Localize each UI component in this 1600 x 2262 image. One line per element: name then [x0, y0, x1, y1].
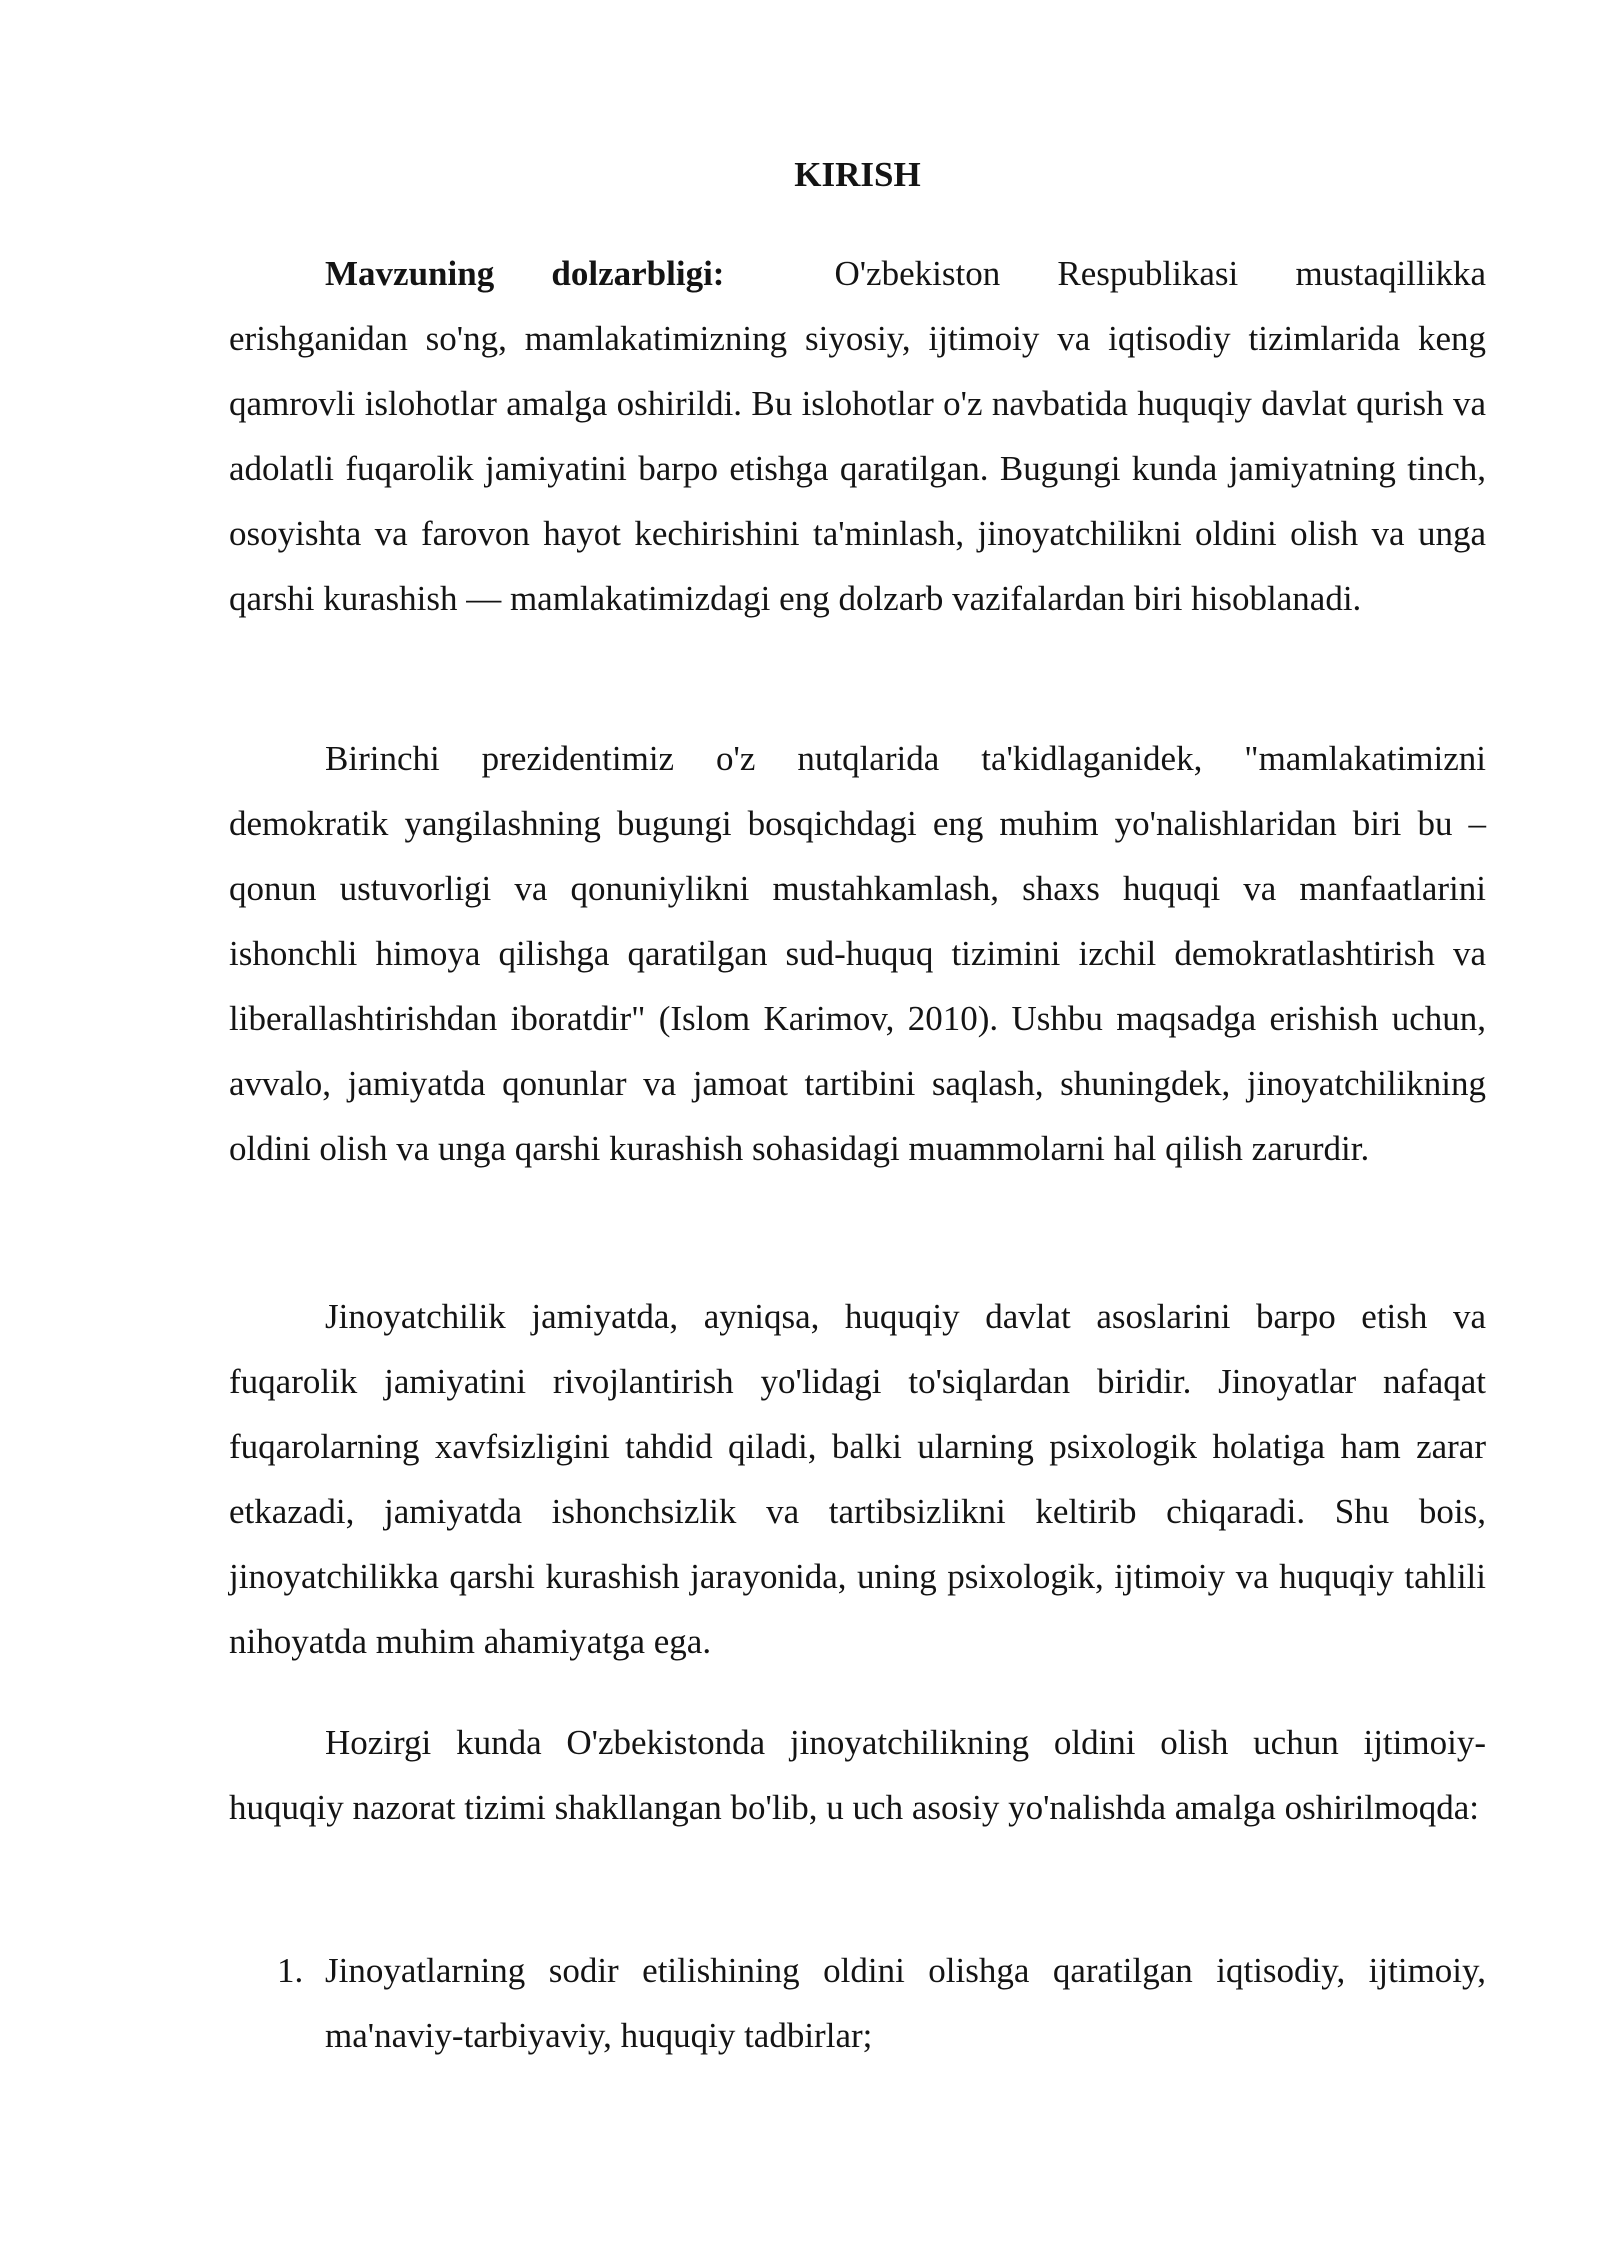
list-item-text: Jinoyatlarning sodir etilishining oldini olishga qaratilgan iqtisodiy, ijtimoiy, ma'naviy-tarbiyaviy, huquqiy tadbirlar;	[325, 1951, 1486, 2055]
document-title: KIRISH	[794, 155, 921, 194]
list-item	[229, 1938, 1486, 2068]
paragraph-relevance	[229, 241, 1486, 631]
relevance-label: Mavzuning dolzarbligi:	[325, 254, 725, 293]
list-item-number: 1.	[277, 1951, 304, 1990]
paragraph-president-quote: Birinchi prezidentimiz o'z nutqlarida ta'kidlaganidek, "mamlakatimizni demokratik yangilashning bugungi bosqichdagi eng muhim yo'nalishlaridan biri bu – qonun ustuvorligi va qonuniylikni mustahkamlash, shaxs huquqi va manfaatlarini ishonchli himoya qilishga qaratilgan sud-huquq tizimini izchil demokratlashtirish va liberallashtirishdan iboratdir" (Islom Karimov, 2010). Ushbu maqsadga erishish uchun, avvalo, jamiyatda qonunlar va jamoat tartibini saqlash, shuningdek, jinoyatchilikning oldini olish va unga qarshi kurashish sohasidagi muammolarni hal qilish zarurdir.	[229, 739, 1486, 1168]
paragraph-crime-society: Jinoyatchilik jamiyatda, ayniqsa, huquqiy davlat asoslarini barpo etish va fuqarolik jamiyatini rivojlantirish yo'lidagi to'siqlardan biridir. Jinoyatlar nafaqat fuqarolarning xavfsizligini tahdid qiladi, balki ularning psixologik holatiga ham zarar etkazadi, jamiyatda ishonchsizlik va tartibsizlikni keltirib chiqaradi. Shu bois, jinoyatchilikka qarshi kurashish jarayonida, uning psixologik, ijtimoiy va huquqiy tahlili nihoyatda muhim ahamiyatga ega.	[229, 1297, 1486, 1661]
relevance-text: O'zbekiston Respublikasi mustaqillikka erishganidan so'ng, mamlakatimizning siyosiy, ijtimoiy va iqtisodiy tizimlarida keng qamrovli islohotlar amalga oshirildi. Bu islohotlar o'z navbatida huquqiy davlat qurish va adolatli fuqarolik jamiyatini barpo etishga qaratilgan. Bugungi kunda jamiyatning tinch, osoyishta va farovon hayot kechirishini ta'minlash, jinoyatchilikni oldini olish va unga qarshi kurashish — mamlakatimizdagi eng dolzarb vazifalardan biri hisoblanadi.	[229, 254, 1486, 618]
paragraph-control-system: Hozirgi kunda O'zbekistonda jinoyatchilikning oldini olish uchun ijtimoiy-huquqiy nazorat tizimi shakllangan bo'lib, u uch asosiy yo'nalishda amalga oshirilmoqda:	[229, 1723, 1486, 1827]
directions-list	[229, 1938, 1486, 2068]
